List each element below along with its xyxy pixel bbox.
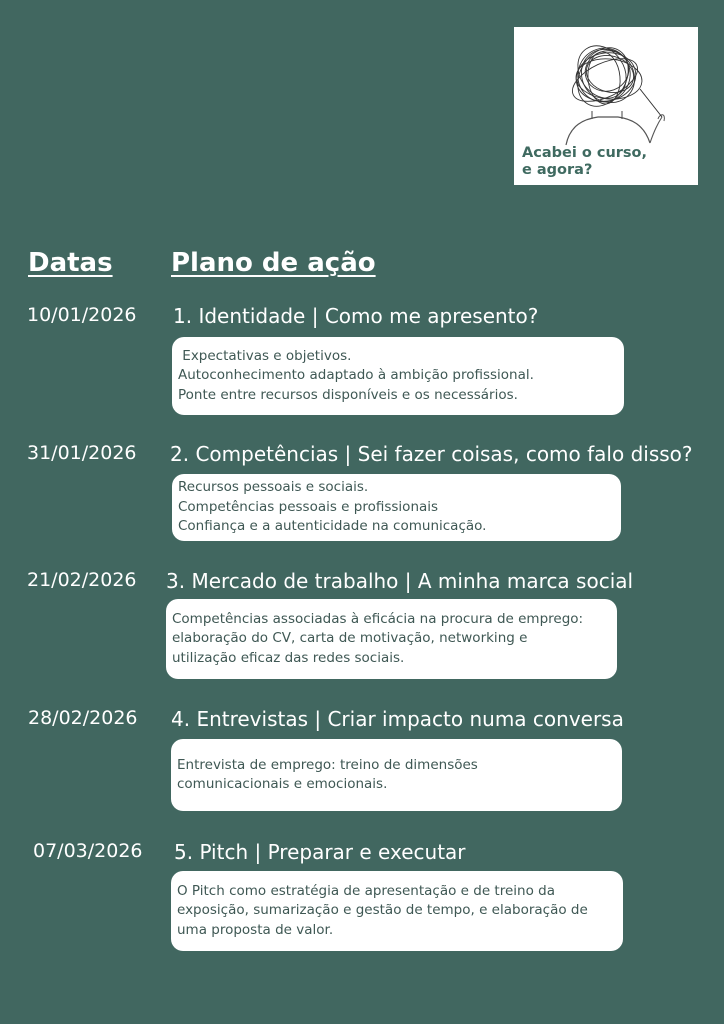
session-3-line-1: Competências associadas à eficácia na procura de emprego: bbox=[172, 610, 584, 627]
session-1-date: 10/01/2026 bbox=[27, 304, 137, 326]
plan-heading: Plano de ação bbox=[171, 248, 376, 278]
session-5-description bbox=[171, 871, 623, 951]
poster-caption bbox=[522, 145, 647, 179]
session-5-line-3: uma proposta de valor. bbox=[177, 921, 334, 938]
session-2-description bbox=[172, 474, 621, 541]
session-2-title: 2. Competências | Sei fazer coisas, como falo disso? bbox=[170, 442, 693, 466]
session-4-title: 4. Entrevistas | Criar impacto numa conversa bbox=[171, 707, 624, 731]
session-5-line-2: exposição, sumarização e gestão de tempo, e elaboração de bbox=[177, 902, 588, 919]
session-3-description bbox=[166, 599, 617, 679]
session-4-line-1: Entrevista de emprego: treino de dimensões bbox=[177, 756, 478, 773]
session-2-line-3: Confiança e a autenticidade na comunicação. bbox=[178, 518, 487, 535]
session-3-date: 21/02/2026 bbox=[27, 569, 137, 591]
poster-caption-line-1: Acabei o curso, bbox=[522, 145, 648, 161]
session-2-date: 31/01/2026 bbox=[27, 442, 137, 464]
session-4-line-2: comunicacionais e emocionais. bbox=[177, 776, 388, 792]
session-3-title: 3. Mercado de trabalho | A minha marca social bbox=[166, 569, 634, 593]
dates-heading: Datas bbox=[28, 248, 113, 278]
session-5-date: 07/03/2026 bbox=[33, 840, 143, 862]
session-1-title: 1. Identidade | Como me apresento? bbox=[173, 304, 539, 328]
session-1-line-2: Autoconhecimento adaptado à ambição profissional. bbox=[178, 367, 534, 384]
session-1-line-3: Ponte entre recursos disponíveis e os necessários. bbox=[178, 386, 518, 403]
poster-caption-line-2: e agora? bbox=[522, 162, 593, 178]
session-3-line-2: elaboração do CV, carta de motivação, networking e bbox=[172, 630, 528, 647]
session-1-description bbox=[172, 337, 624, 415]
session-5-title: 5. Pitch | Preparar e executar bbox=[174, 840, 466, 864]
session-2-line-2: Competências pessoais e profissionais bbox=[178, 498, 439, 515]
poster-illustration bbox=[514, 27, 698, 185]
session-3-line-3: utilização eficaz das redes sociais. bbox=[172, 649, 405, 666]
session-5-line-1: O Pitch como estratégia de apresentação e de treino da bbox=[177, 882, 555, 899]
session-2-line-1: Recursos pessoais e sociais. bbox=[178, 479, 369, 496]
session-4-date: 28/02/2026 bbox=[28, 707, 138, 729]
session-1-line-1: Expectativas e objetivos. bbox=[178, 347, 352, 364]
session-4-description bbox=[171, 739, 622, 811]
